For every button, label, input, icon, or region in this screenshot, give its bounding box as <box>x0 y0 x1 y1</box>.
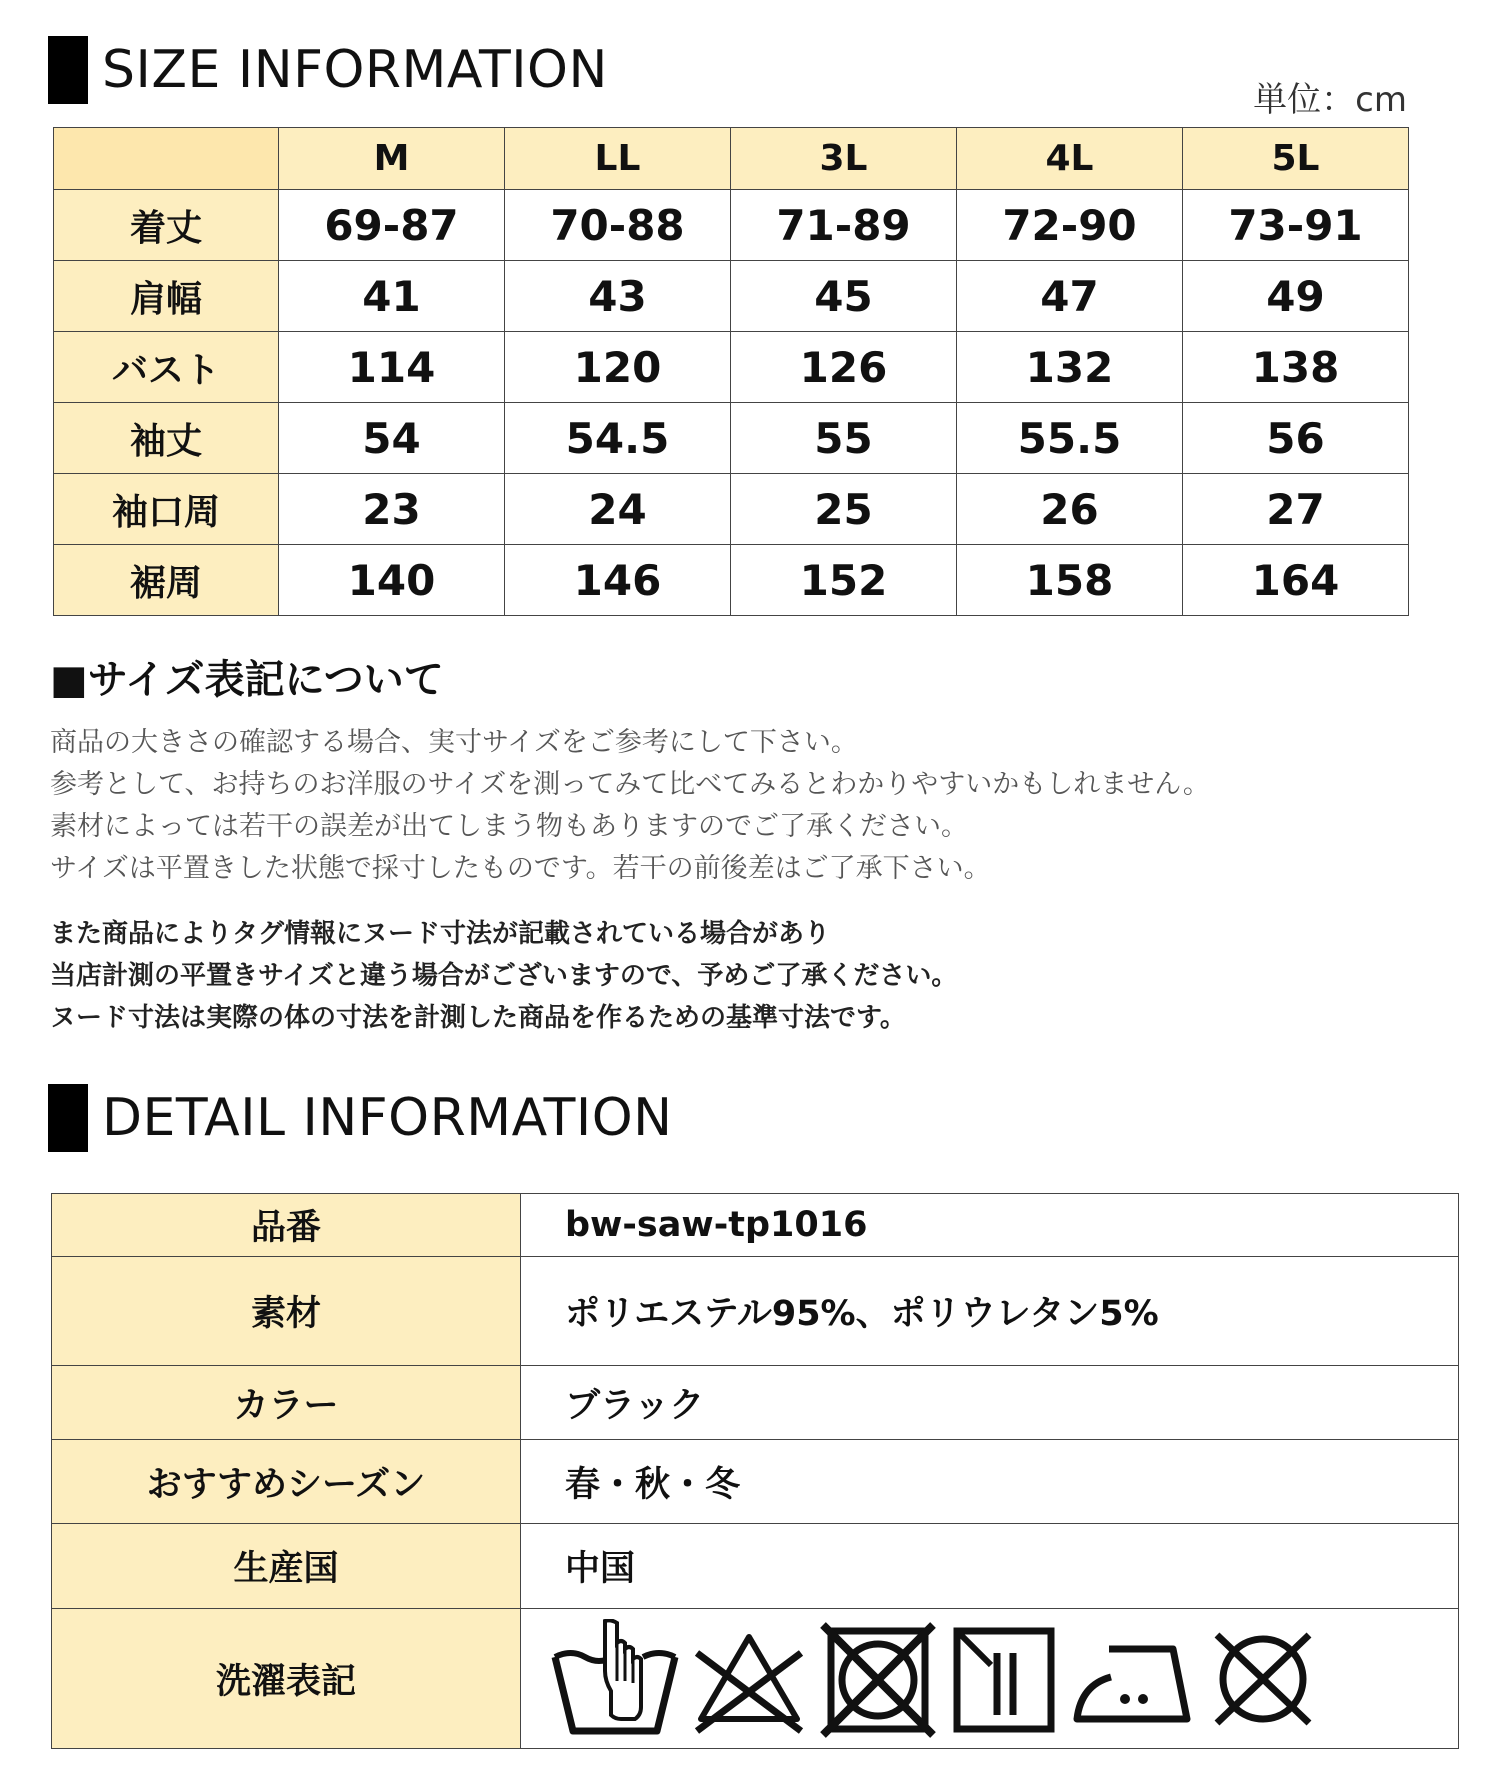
iron-medium-icon <box>1071 1619 1195 1739</box>
table-row <box>54 332 1409 403</box>
table-row <box>52 1609 1459 1749</box>
detail-label: 生産国 <box>52 1524 521 1609</box>
table-row <box>54 545 1409 616</box>
row-label: 着丈 <box>54 190 279 261</box>
size-section-title: SIZE INFORMATION <box>102 40 608 100</box>
size-value: 43 <box>505 261 731 332</box>
size-value: 69-87 <box>279 190 505 261</box>
note-bold-line: また商品によりタグ情報にヌード寸法が記載されている場合があり <box>50 919 831 949</box>
table-row <box>52 1366 1459 1440</box>
detail-value: bw-saw-tp1016 <box>521 1194 1459 1257</box>
row-label: 肩幅 <box>54 261 279 332</box>
table-row <box>54 403 1409 474</box>
size-value: 23 <box>279 474 505 545</box>
care-symbols <box>521 1619 1458 1739</box>
size-value: 138 <box>1183 332 1409 403</box>
detail-value: ポリエステル95%、ポリウレタン5% <box>521 1257 1459 1366</box>
size-value: 26 <box>957 474 1183 545</box>
table-row <box>52 1440 1459 1524</box>
size-value: 56 <box>1183 403 1409 474</box>
note-line: サイズは平置きした状態で採寸したものです。若干の前後差はご了承下さい。 <box>50 853 991 884</box>
size-column-header: M <box>279 128 505 190</box>
row-label: 袖丈 <box>54 403 279 474</box>
size-value: 55.5 <box>957 403 1183 474</box>
size-value: 45 <box>731 261 957 332</box>
detail-section-title: DETAIL INFORMATION <box>102 1088 673 1148</box>
note-line: 素材によっては若干の誤差が出てしまう物もありますのでご了承ください。 <box>50 811 968 842</box>
detail-table <box>51 1193 1459 1749</box>
table-row <box>54 190 1409 261</box>
table-row <box>52 1524 1459 1609</box>
note-line: 商品の大きさの確認する場合、実寸サイズをご参考にして下さい。 <box>50 727 858 758</box>
detail-value: 中国 <box>521 1524 1459 1609</box>
size-value: 25 <box>731 474 957 545</box>
size-notes-heading: ■サイズ表記について <box>50 657 444 703</box>
size-value: 132 <box>957 332 1183 403</box>
detail-label: おすすめシーズン <box>52 1440 521 1524</box>
size-table <box>53 127 1409 616</box>
size-value: 27 <box>1183 474 1409 545</box>
header-bar <box>48 36 88 104</box>
row-label: 袖口周 <box>54 474 279 545</box>
size-notes-body <box>50 722 1210 890</box>
size-value: 54.5 <box>505 403 731 474</box>
size-value: 140 <box>279 545 505 616</box>
line-dry-in-shade-icon <box>951 1619 1057 1739</box>
no-tumble-dry-icon <box>819 1619 937 1739</box>
size-value: 120 <box>505 332 731 403</box>
detail-label: 洗濯表記 <box>52 1609 521 1749</box>
header-bar <box>48 1084 88 1152</box>
size-value: 47 <box>957 261 1183 332</box>
hand-wash-icon <box>551 1619 679 1739</box>
unit-label: 単位：cm <box>1253 80 1407 120</box>
row-label: 裾周 <box>54 545 279 616</box>
size-value: 55 <box>731 403 957 474</box>
size-value: 41 <box>279 261 505 332</box>
size-value: 126 <box>731 332 957 403</box>
detail-label: 品番 <box>52 1194 521 1257</box>
size-value: 164 <box>1183 545 1409 616</box>
size-value: 114 <box>279 332 505 403</box>
table-row <box>54 261 1409 332</box>
size-header-row <box>54 128 1409 190</box>
size-notes-bold <box>50 913 957 1039</box>
size-column-header: 4L <box>957 128 1183 190</box>
detail-section-header <box>48 1084 673 1152</box>
size-value: 146 <box>505 545 731 616</box>
detail-label: カラー <box>52 1366 521 1440</box>
care-symbols-cell <box>521 1609 1459 1749</box>
corner-cell <box>54 128 279 190</box>
table-row <box>54 474 1409 545</box>
size-column-header: 5L <box>1183 128 1409 190</box>
size-value: 70-88 <box>505 190 731 261</box>
size-value: 158 <box>957 545 1183 616</box>
size-section-header <box>48 36 608 104</box>
table-row <box>52 1257 1459 1366</box>
note-line: 参考として、お持ちのお洋服のサイズを測ってみて比べてみるとわかりやすいかもしれません。 <box>50 769 1210 800</box>
size-value: 152 <box>731 545 957 616</box>
detail-label: 素材 <box>52 1257 521 1366</box>
size-value: 54 <box>279 403 505 474</box>
table-row <box>52 1194 1459 1257</box>
detail-value: 春・秋・冬 <box>521 1440 1459 1524</box>
detail-value: ブラック <box>521 1366 1459 1440</box>
size-value: 71-89 <box>731 190 957 261</box>
row-label: バスト <box>54 332 279 403</box>
size-column-header: 3L <box>731 128 957 190</box>
size-value: 73-91 <box>1183 190 1409 261</box>
size-value: 49 <box>1183 261 1409 332</box>
no-bleach-icon <box>693 1619 805 1739</box>
size-column-header: LL <box>505 128 731 190</box>
size-value: 72-90 <box>957 190 1183 261</box>
size-value: 24 <box>505 474 731 545</box>
note-bold-line: ヌード寸法は実際の体の寸法を計測した商品を作るための基準寸法です。 <box>50 1003 906 1033</box>
no-dry-clean-icon <box>1209 1619 1317 1739</box>
note-bold-line: 当店計測の平置きサイズと違う場合がございますので、予めご了承ください。 <box>50 961 958 991</box>
